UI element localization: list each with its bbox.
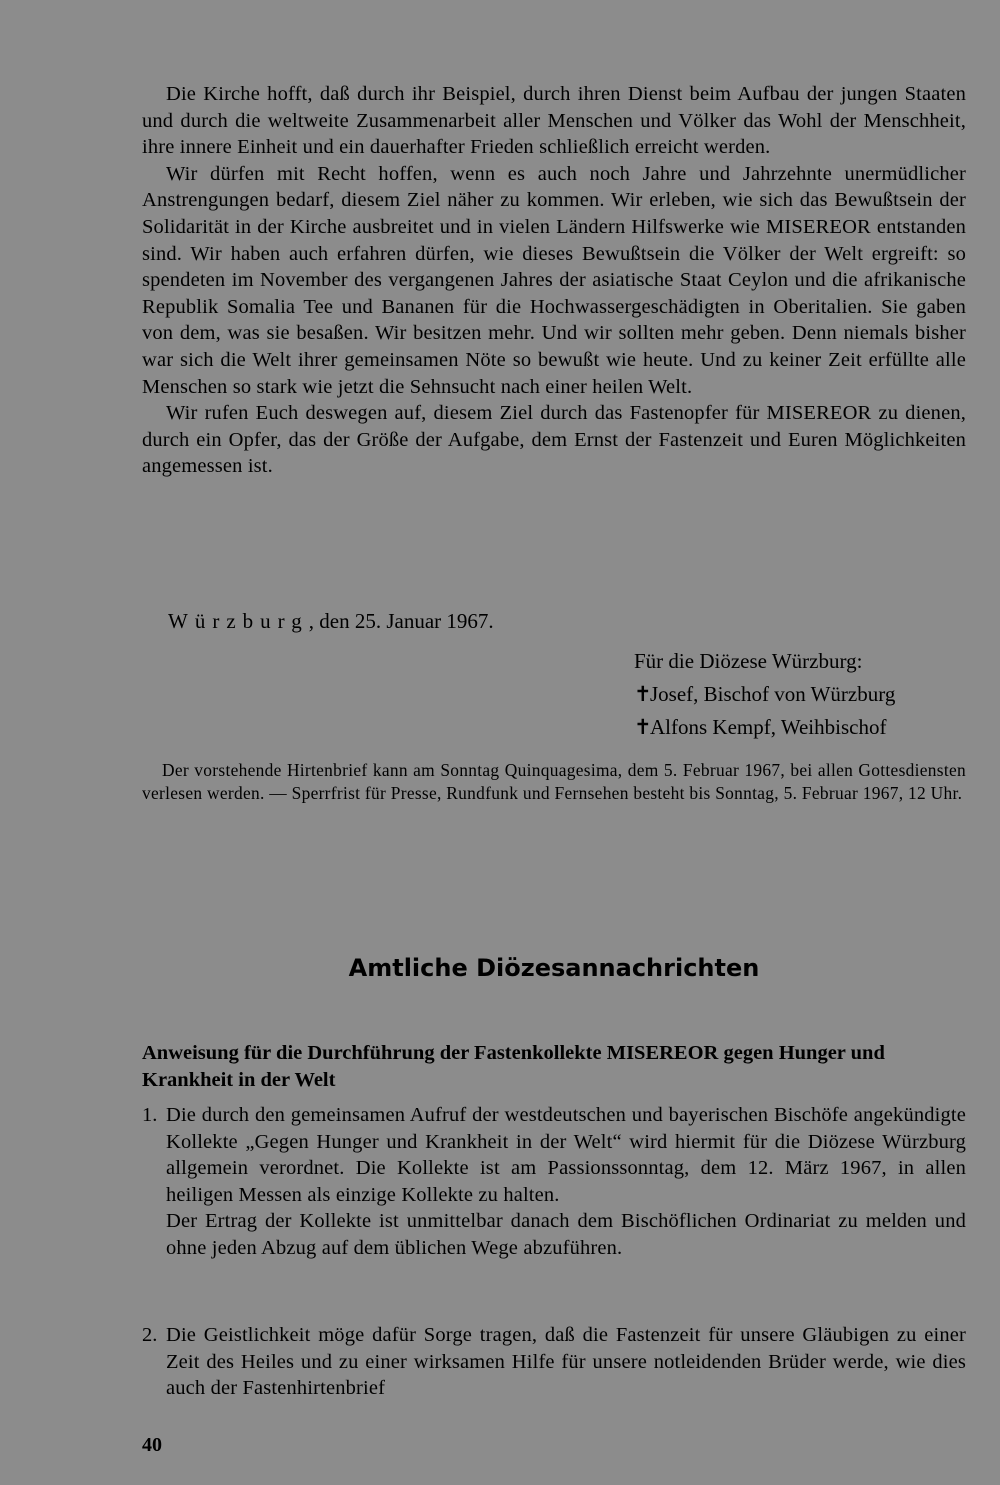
numbered-item-1 [142, 1102, 966, 1262]
item-number: 2. [142, 1324, 158, 1346]
letter-dateline [168, 607, 494, 635]
signature-block [634, 645, 895, 744]
signature-auxiliary-name: Alfons Kempf, Weihbischof [650, 715, 887, 739]
letter-paragraph-2: Wir dürfen mit Recht hoffen, wenn es auch noch Jahre und Jahrzehnte unermüdlicher Anstrengungen bedarf, diesem Ziel näher zu kommen. Wir erleben, wie sich das Bewußtsein der Solidarität in der Kirche ausbreitet und in vielen Ländern Hilfswerke wie MISEREOR entstanden sind. Wir haben auch erfahren dürfen, wie dieses Bewußtsein die Völker der Welt ergreift: so spendeten im November des vergangenen Jahres der asiatische Staat Ceylon und die afrikanische Republik Somalia Tee und Bananen für die Hochwassergeschädigten in Oberitalien. Sie gaben von dem, was sie besaßen. Wir besitzen mehr. Und wir sollten mehr geben. Denn niemals bisher war sich die Welt ihrer gemeinsamen Nöte so bewußt wie heute. Und zu keiner Zeit erfüllte alle Menschen so stark wie jetzt die Sehnsucht nach einer heilen Welt. [142, 162, 966, 398]
cross-icon: ✝ [634, 682, 652, 706]
signature-line-auxiliary-bishop [634, 711, 895, 744]
item-body [166, 1102, 966, 1262]
reading-note: Der vorstehende Hirtenbrief kann am Sonntag Quinquagesima, dem 5. Februar 1967, bei allen Gottesdiensten verlesen werden. — Sperrfrist für Presse, Rundfunk und Fernsehen besteht bis Sonntag, 5. Februar 1967, 12 Uhr. [142, 760, 966, 803]
pastoral-letter-body [142, 81, 966, 480]
item-paragraph: Der Ertrag der Kollekte ist unmittelbar danach dem Bischöflichen Ordinariat zu melden und ohne jeden Abzug auf dem üblichen Wege abzuführen. [166, 1210, 966, 1259]
item-body [166, 1322, 966, 1402]
section-title: Amtliche Diözesannachrichten [348, 954, 760, 982]
letter-paragraph-1: Die Kirche hofft, daß durch ihr Beispiel, durch ihren Dienst beim Aufbau der jungen Staaten und durch die weltweite Zusammenarbeit aller Menschen und Völker das Wohl der Menschheit, ihre innere Einheit und ein dauerhafter Frieden schließlich erreicht werden. [142, 83, 966, 159]
letter-paragraph-3: Wir rufen Euch deswegen auf, diesem Ziel durch das Fastenopfer für MISEREOR zu dienen, durch ein Opfer, das der Größe der Aufgabe, dem Ernst der Fastenzeit und Euren Möglichkeiten angemessen ist. [142, 402, 966, 478]
numbered-item-2 [142, 1322, 966, 1402]
item-number: 1. [142, 1104, 158, 1126]
dateline-date: , den 25. Januar 1967. [308, 609, 494, 633]
section-subheading: Anweisung für die Durchführung der Fastenkollekte MISEREOR gegen Hunger und Krankheit in der Welt [142, 1042, 885, 1091]
item-paragraph: Die Geistlichkeit möge dafür Sorge tragen, daß die Fastenzeit für unsere Gläubigen zu einer Zeit des Heiles und zu einer wirksamen Hilfe für unsere notleidenden Brüder werde, wie dies auch der Fastenhirtenbrief [166, 1324, 966, 1400]
signature-line-bishop [634, 678, 895, 711]
signature-line-diocese: Für die Diözese Würzburg: [634, 649, 863, 673]
cross-icon: ✝ [634, 715, 652, 739]
signature-bishop-name: Josef, Bischof von Würzburg [650, 682, 896, 706]
page-number: 40 [142, 1434, 162, 1456]
item-paragraph: Die durch den gemeinsamen Aufruf der westdeutschen und bayerischen Bischöfe angekündigte Kollekte „Gegen Hunger und Krankheit in der Welt“ wird hiermit für die Diözese Würzburg allgemein verordnet. Die Kollekte ist am Passionssonntag, dem 12. März 1967, in allen heiligen Messen als einzige Kollekte zu halten. [166, 1104, 966, 1206]
dateline-place: Würzburg [168, 609, 309, 633]
